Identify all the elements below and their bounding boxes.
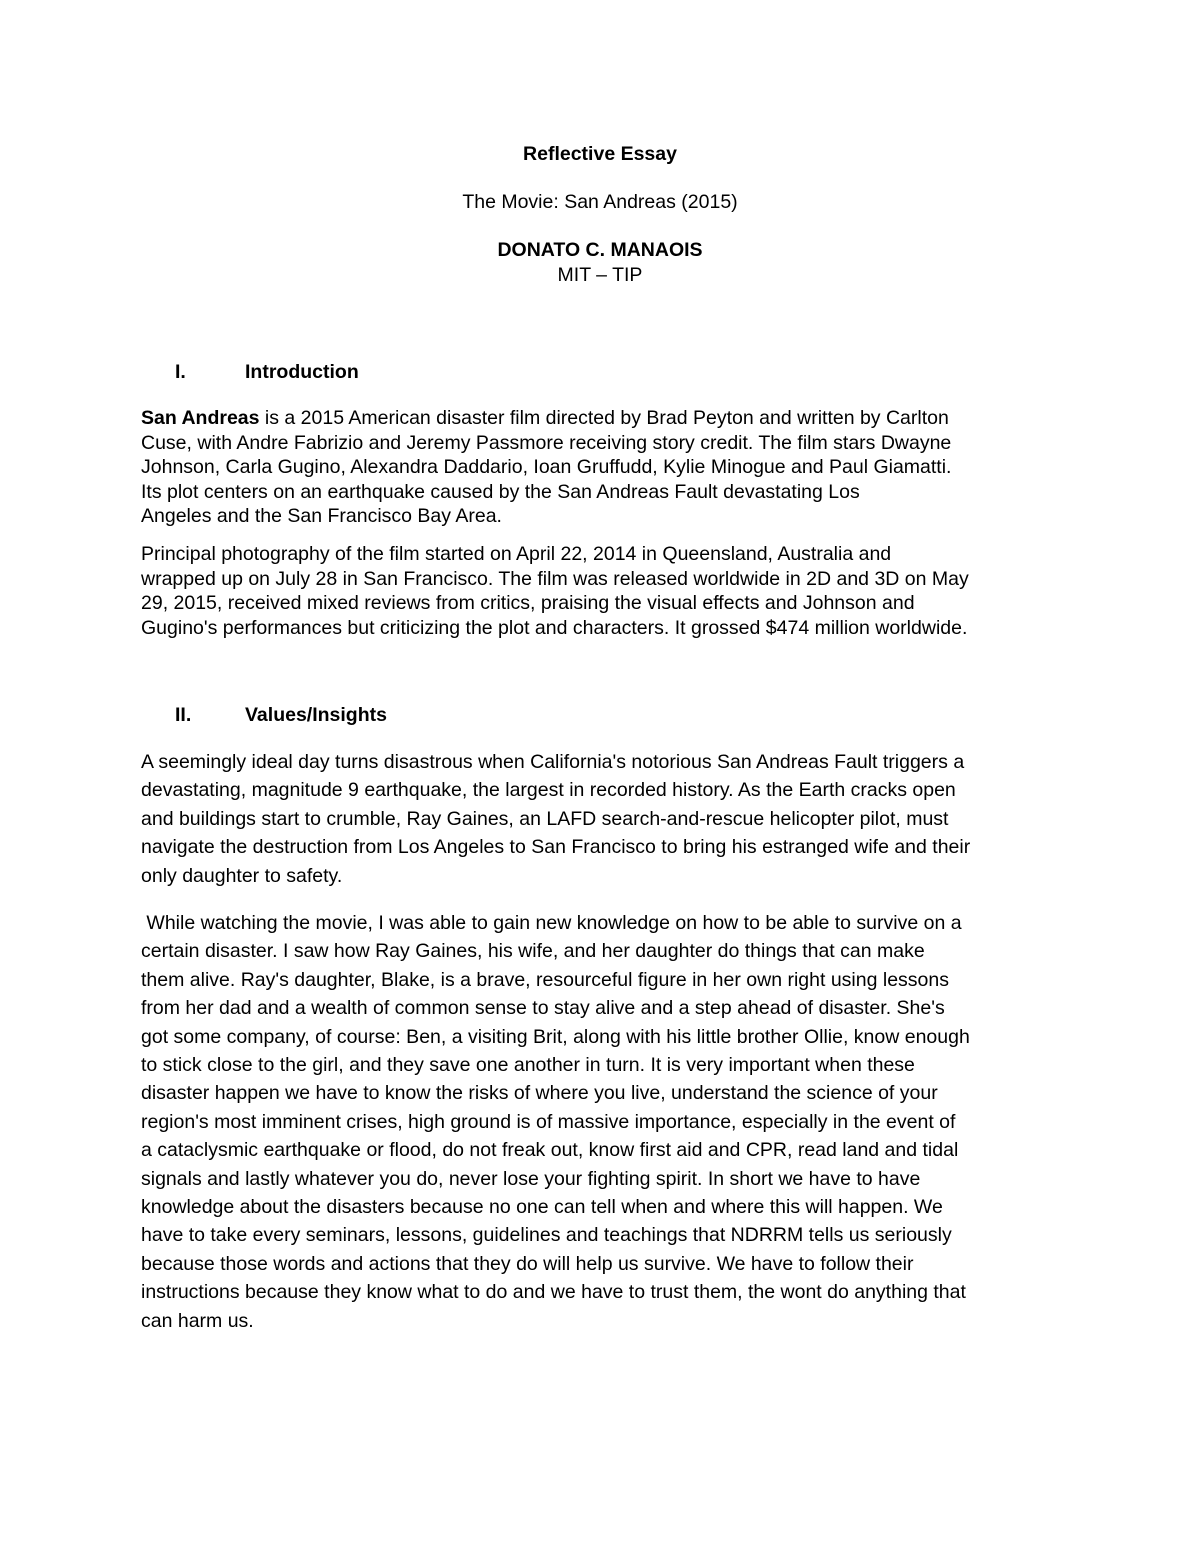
- section-title: Introduction: [245, 361, 359, 383]
- paragraph-line: Gugino's performances but criticizing the plot and characters. It grossed $474 million worldwide.: [141, 616, 968, 639]
- paragraph-line: to stick close to the girl, and they save one another in turn. It is very important when these: [141, 1054, 915, 1077]
- paragraph-line: from her dad and a wealth of common sense to stay alive and a step ahead of disaster. She's: [141, 997, 945, 1020]
- paragraph-line: them alive. Ray's daughter, Blake, is a brave, resourceful figure in her own right using lessons: [141, 968, 949, 991]
- section-title: Values/Insights: [245, 704, 387, 726]
- paragraph-line: Cuse, with Andre Fabrizio and Jeremy Passmore receiving story credit. The film stars Dwayne: [141, 431, 952, 454]
- paragraph-line: devastating, magnitude 9 earthquake, the largest in recorded history. As the Earth cracks open: [141, 779, 956, 802]
- paragraph-line: have to take every seminars, lessons, guidelines and teachings that NDRRM tells us seriously: [141, 1224, 952, 1247]
- paragraph-line: Angeles and the San Francisco Bay Area.: [141, 505, 502, 528]
- values-paragraph-1: [141, 748, 1066, 890]
- author-name: DONATO C. MANAOIS: [497, 239, 703, 261]
- paragraph-line: Johnson, Carla Gugino, Alexandra Daddario, Ioan Gruffudd, Kylie Minogue and Paul Giamatti.: [141, 456, 952, 479]
- paragraph-line: signals and lastly whatever you do, never lose your fighting spirit. In short we have to have: [141, 1167, 921, 1190]
- author-affiliation: MIT – TIP: [557, 264, 643, 286]
- film-name-bold: San Andreas: [141, 407, 260, 429]
- paragraph-line: instructions because they know what to do and we have to trust them, the wont do anything that: [141, 1281, 966, 1304]
- paragraph-line: a cataclysmic earthquake or flood, do not freak out, know first aid and CPR, read land and tidal: [141, 1139, 959, 1162]
- paragraph-line: A seemingly ideal day turns disastrous when California's notorious San Andreas Fault triggers a: [141, 751, 965, 773]
- paragraph-line: Its plot centers on an earthquake caused by the San Andreas Fault devastating Los: [141, 480, 860, 503]
- paragraph-line: got some company, of course: Ben, a visiting Brit, along with his little brother Ollie, know enough: [141, 1025, 970, 1048]
- paragraph-line: While watching the movie, I was able to gain new knowledge on how to be able to survive on a: [141, 912, 962, 934]
- intro-paragraph-2: [141, 542, 1066, 640]
- document-title: Reflective Essay: [523, 143, 677, 165]
- intro-paragraph-1: [141, 406, 1066, 529]
- paragraph-line: certain disaster. I saw how Ray Gaines, his wife, and her daughter do things that can make: [141, 940, 925, 963]
- paragraph-line: Principal photography of the film started on April 22, 2014 in Queensland, Australia and: [141, 543, 892, 565]
- paragraph-line: wrapped up on July 28 in San Francisco. The film was released worldwide in 2D and 3D on May: [141, 567, 969, 590]
- paragraph-line: only daughter to safety.: [141, 864, 343, 887]
- section-number: II.: [175, 704, 192, 726]
- section-number: I.: [175, 361, 186, 383]
- document-subtitle: The Movie: San Andreas (2015): [462, 191, 738, 213]
- paragraph-line: because those words and actions that they do will help us survive. We have to follow their: [141, 1252, 914, 1275]
- paragraph-line: disaster happen we have to know the risks of where you live, understand the science of your: [141, 1082, 938, 1105]
- values-paragraph-2: [141, 909, 1066, 1335]
- paragraph-line: can harm us.: [141, 1309, 254, 1332]
- paragraph-line: 29, 2015, received mixed reviews from critics, praising the visual effects and Johnson and: [141, 592, 915, 615]
- paragraph-line: and buildings start to crumble, Ray Gaines, an LAFD search-and-rescue helicopter pilot, must: [141, 807, 949, 830]
- paragraph-line: San Andreas is a 2015 American disaster film directed by Brad Peyton and written by Carlton: [141, 407, 949, 429]
- paragraph-line: region's most imminent crises, high ground is of massive importance, especially in the event of: [141, 1110, 956, 1133]
- paragraph-line: navigate the destruction from Los Angeles to San Francisco to bring his estranged wife and their: [141, 836, 971, 859]
- paragraph-line: knowledge about the disasters because no one can tell when and where this will happen. We: [141, 1196, 943, 1219]
